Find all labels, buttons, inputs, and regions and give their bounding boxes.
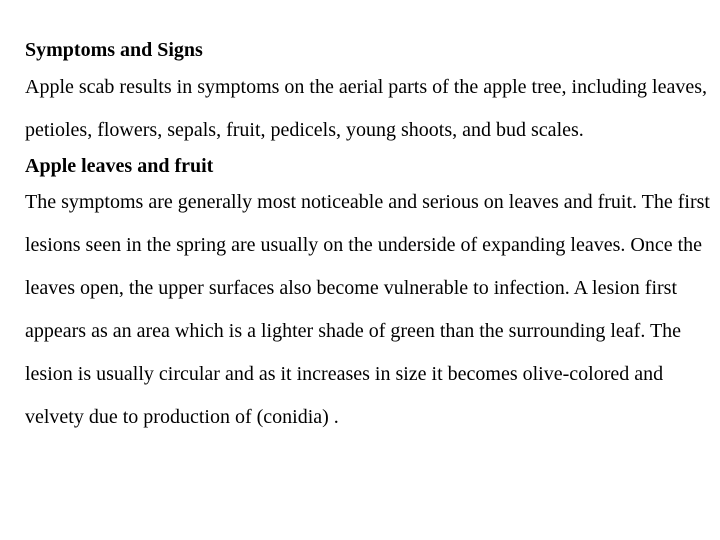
section-paragraph-symptoms: Apple scab results in symptoms on the aerial parts of the apple tree, including leaves, petioles, flowers, sepals, fruit, pedicels, young shoots, and bud scales.	[25, 76, 708, 141]
section-paragraph-leaves-fruit: The symptoms are generally most noticeable and serious on leaves and fruit. The first lesions seen in the spring are usually on the underside of expanding leaves. Once the leaves open, the upper surfaces also become vulnerable to infection. A lesion first appears as an area which is a lighter shade of green than the surrounding leaf. The lesion is usually circular and as it increases in size it becomes olive-colored and velvety due to production of (conidia) .	[25, 191, 710, 428]
document-body	[25, 36, 715, 439]
section-heading-leaves-fruit: Apple leaves and fruit	[25, 155, 214, 177]
section-heading-symptoms: Symptoms and Signs	[25, 39, 203, 61]
